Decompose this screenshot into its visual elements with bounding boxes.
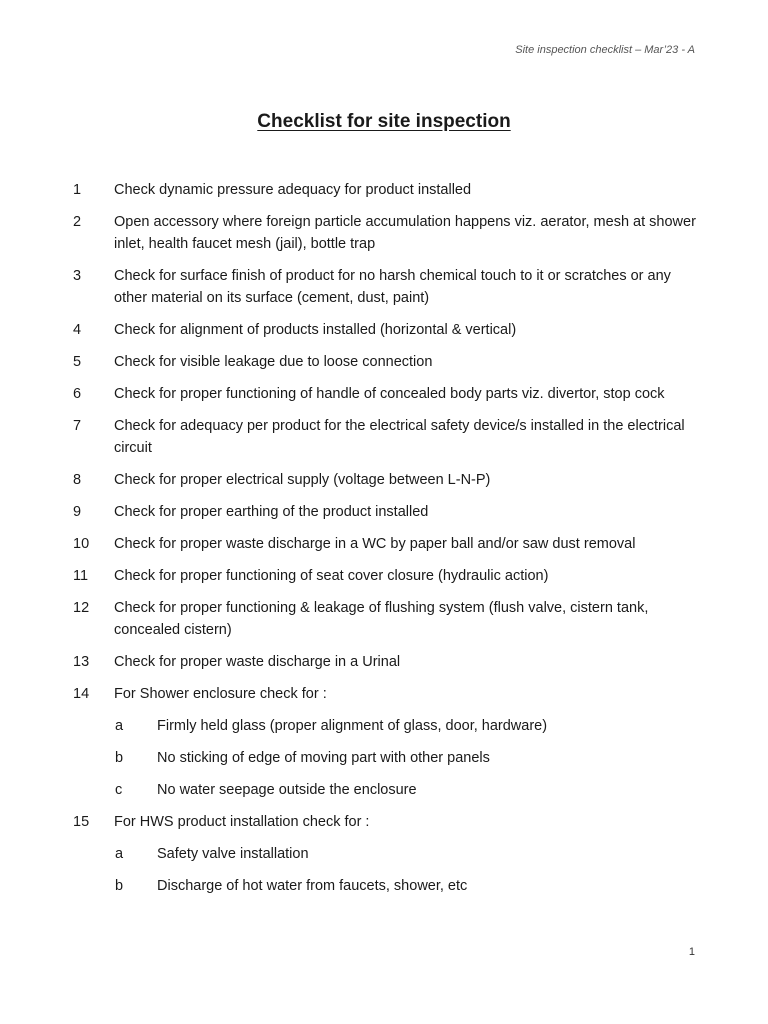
item-number: 6: [73, 386, 82, 402]
item-text: For HWS product installation check for :: [114, 814, 370, 830]
subitem-text: Discharge of hot water from faucets, shower, etc: [157, 878, 468, 894]
item-number: 12: [73, 600, 90, 616]
item-number: 10: [73, 536, 90, 552]
checklist-subitem: [114, 843, 703, 865]
subitem-text: No water seepage outside the enclosure: [157, 782, 417, 798]
subitem-letter: c: [115, 782, 123, 798]
item-text: Check for proper waste discharge in a WC by paper ball and/or saw dust removal: [114, 536, 636, 552]
item-number: 2: [73, 214, 82, 230]
checklist-item: [73, 683, 703, 705]
item-text: Check for surface finish of product for no harsh chemical touch to it or scratches or any other material on its surface (cement, dust, paint): [114, 268, 671, 306]
checklist-item: [73, 533, 703, 555]
item-text: Check for proper earthing of the product installed: [114, 504, 429, 520]
checklist-subitem: [114, 747, 703, 769]
checklist: [73, 179, 703, 907]
subitem-text: No sticking of edge of moving part with other panels: [157, 750, 490, 766]
subitem-letter: a: [115, 846, 124, 862]
document-title: Checklist for site inspection: [257, 111, 511, 132]
item-text: Check for visible leakage due to loose connection: [114, 354, 433, 370]
item-text: Check for proper functioning of seat cover closure (hydraulic action): [114, 568, 549, 584]
subitem-text: Safety valve installation: [157, 846, 309, 862]
item-number: 9: [73, 504, 82, 520]
item-number: 8: [73, 472, 82, 488]
checklist-subitem: [114, 779, 703, 801]
checklist-subitem: [114, 875, 703, 897]
checklist-item: [73, 565, 703, 587]
checklist-item: [73, 383, 703, 405]
item-text: Check for adequacy per product for the electrical safety device/s installed in the electrical circuit: [114, 418, 685, 456]
item-text: Check for proper electrical supply (voltage between L-N-P): [114, 472, 491, 488]
item-number: 3: [73, 268, 82, 284]
item-text: Check for proper functioning & leakage of flushing system (flush valve, cistern tank, concealed cistern): [114, 600, 649, 638]
subitem-letter: b: [115, 750, 124, 766]
checklist-item: [73, 415, 703, 459]
running-header: Site inspection checklist – Mar’23 - A: [515, 44, 695, 56]
checklist-subitem: [114, 715, 703, 737]
checklist-item: [73, 501, 703, 523]
checklist-item: [73, 651, 703, 673]
checklist-item: [73, 351, 703, 373]
item-text: For Shower enclosure check for :: [114, 686, 327, 702]
checklist-item: [73, 811, 703, 833]
item-text: Check for proper waste discharge in a Urinal: [114, 654, 401, 670]
checklist-item: [73, 319, 703, 341]
checklist-item: [73, 179, 703, 201]
checklist-item: [73, 469, 703, 491]
checklist-item: [73, 597, 703, 641]
subitem-letter: b: [115, 878, 124, 894]
item-number: 4: [73, 322, 82, 338]
page-number: 1: [688, 946, 695, 958]
item-number: 7: [73, 418, 82, 434]
item-text: Check for alignment of products installed (horizontal & vertical): [114, 322, 517, 338]
checklist-item: [73, 211, 703, 255]
item-number: 14: [73, 686, 90, 702]
item-text: Check for proper functioning of handle of concealed body parts viz. divertor, stop cock: [114, 386, 665, 402]
item-number: 1: [73, 182, 82, 198]
checklist-item: [73, 265, 703, 309]
item-number: 5: [73, 354, 82, 370]
subitem-letter: a: [115, 718, 124, 734]
item-number: 11: [73, 568, 89, 584]
subitem-text: Firmly held glass (proper alignment of glass, door, hardware): [157, 718, 548, 734]
item-text: Check dynamic pressure adequacy for product installed: [114, 182, 472, 198]
item-number: 13: [73, 654, 90, 670]
item-number: 15: [73, 814, 90, 830]
item-text: Open accessory where foreign particle accumulation happens viz. aerator, mesh at shower inlet, health faucet mesh (jail), bottle trap: [114, 214, 696, 252]
